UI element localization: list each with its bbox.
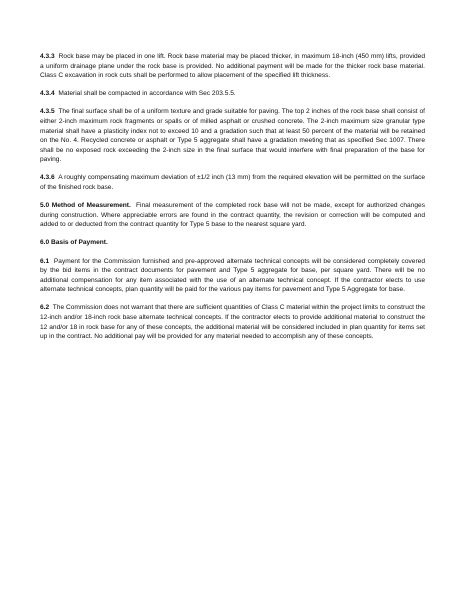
section-number: 6.1 (40, 257, 50, 265)
section-4-3-3 (40, 52, 425, 81)
section-text: Material shall be compacted in accordance with Sec 203.5.5. (58, 90, 236, 98)
section-5-0 (40, 201, 425, 230)
document-page (40, 52, 425, 350)
section-text: The final surface shall be of a uniform texture and grade suitable for paving. The top 2 inches of the rock base shall consist of either 2-inch maximum rock fragments or spalls or of milled asphalt or crushed concrete. The 2-inch maximum size granular type material shall have a plasticity index not to exceed 10 and a gradation such that at least 50 percent of the material will be retained on the No. 4. Recycled concrete or asphalt or Type 5 aggregate shall have a gradation meeting that as specified Sec 1007. There shall be no exposed rock exceeding the 2-inch size in the final surface that would interfere with final preparation of the base for paving. (40, 108, 425, 164)
section-text: Payment for the Commission furnished and pre-approved alternate technical concepts will be considered completely covered by the bid items in the contract documents for pavement and Type 5 aggregate for base, per square yard. There will be no additional compensation for any item associated with the use of an alternate technical concept. If the contractor elects to use alternate technical concepts, plan quantity will be paid for the various pay items for pavement and Type 5 Aggregate for base. (40, 257, 426, 294)
section-4-3-6 (40, 173, 425, 192)
section-text: Final measurement of the completed rock base will not be made, except for authorized changes during construction. Where appreciable errors are found in the contract quantity, the revision or correction will be computed and added to or deducted from the contract quantity for Type 5 base to the nearest square yard. (40, 202, 426, 229)
section-4-3-5 (40, 107, 425, 165)
section-number: 4.3.3 (40, 53, 55, 60)
section-number: 4.3.5 (40, 108, 55, 116)
section-6-2 (40, 303, 425, 341)
section-6-1 (40, 257, 425, 295)
section-text: Rock base may be placed in one lift. Rock base material may be placed thicker, in maximum 18-inch (450 mm) lifts, provided a uniform drainage plane under the rock base is provided. No additional payment will be made for the thicker rock base material. Class C excavation in rock cuts shall be performed to allow placement of the specified lift thickness. (40, 53, 425, 80)
section-text: The Commission does not warrant that there are sufficient quantities of Class C material within the project limits to construct the 12-inch and/or 18-inch rock base alternate technical concepts. If the contractor elects to provide additional material to construct the 12 and/or 18 in rock base for any of these concepts, the additional material will be considered included in plan quantity for items set up in the contract. No additional pay will be provided for any material needed to accomplish any of these concepts. (40, 304, 426, 341)
section-text: A roughly compensating maximum deviation of ±1/2 inch (13 mm) from the required elevation will be permitted on the surface of the finished rock base. (40, 174, 425, 192)
heading-basis-of-payment: 6.0 Basis of Payment. (40, 239, 108, 247)
section-number: 4.3.4 (40, 90, 55, 98)
section-number: 4.3.6 (40, 174, 55, 182)
section-number: 6.2 (40, 304, 50, 312)
section-heading: 5.0 Method of Measurement. (40, 202, 131, 210)
section-4-3-4 (40, 89, 425, 99)
